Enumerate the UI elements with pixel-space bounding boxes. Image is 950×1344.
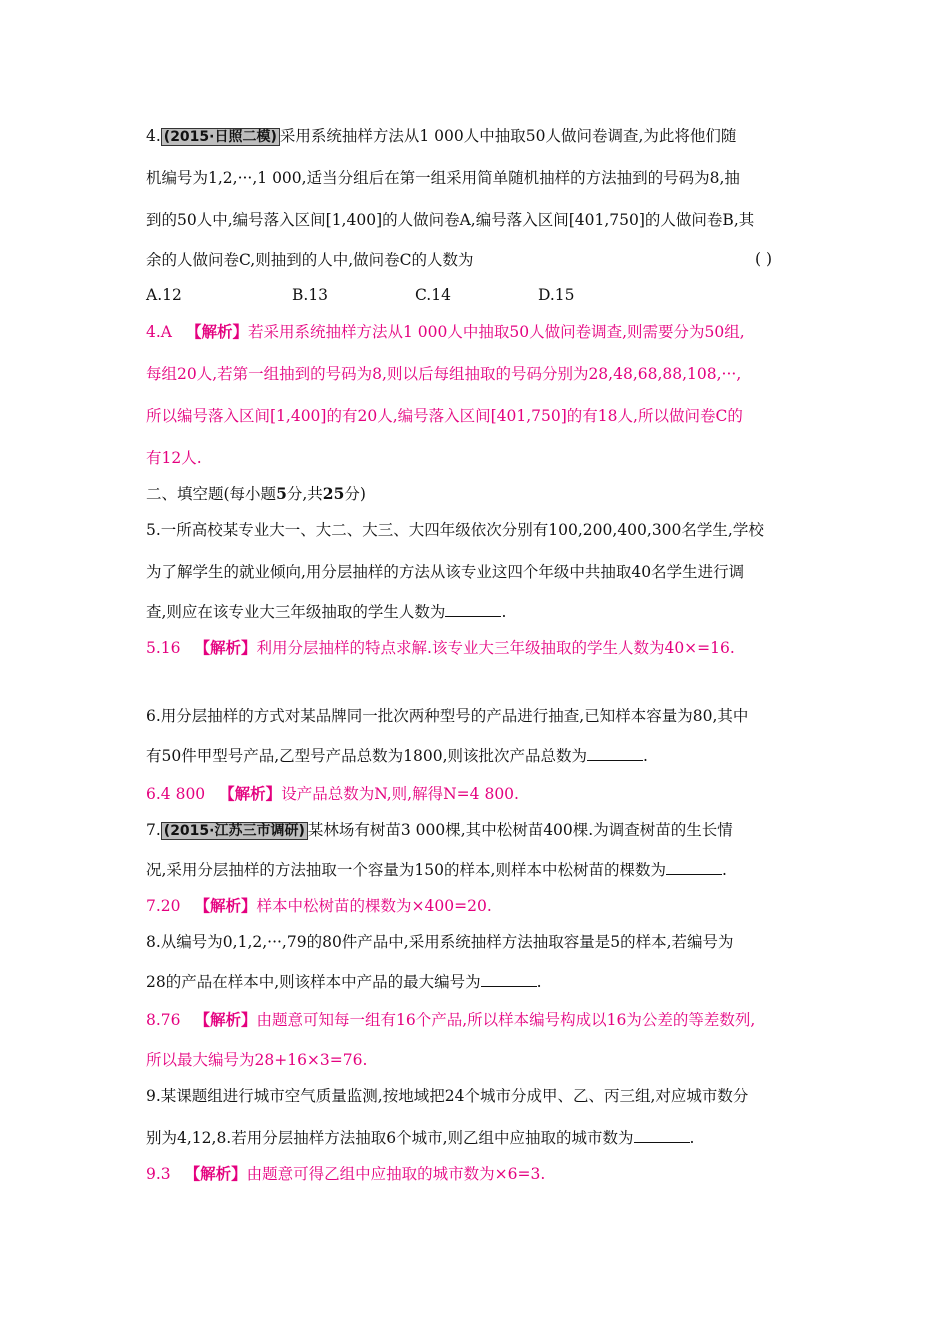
q8-line-1: 8.从编号为0,1,2,···,79的80件产品中,采用系统抽样方法抽取容量是5的样本,若编号为 (146, 933, 734, 951)
a9-line (146, 1164, 545, 1184)
q9-line-2: 别为4,12,8.若用分层抽样方法抽取6个城市,则乙组中应抽取的城市数为 . (146, 1129, 695, 1147)
a6-text: 设产品总数为N,则,解得N=4 800. (281, 785, 519, 803)
q8-line-2: 28的产品在样本中,则该样本中产品的最大编号为 . (146, 973, 542, 991)
q5-answer-blank (445, 602, 501, 617)
q4-number: 4. (146, 127, 161, 145)
q7-number: 7. (146, 821, 161, 839)
q7-line-2: 况,采用分层抽样的方法抽取一个容量为150的样本,则样本中松树苗的棵数为 . (146, 861, 727, 879)
a8-line-2: 所以最大编号为28+16×3=76. (146, 1051, 368, 1069)
q7-line-1 (146, 820, 733, 841)
q4-option-d: D.15 (538, 286, 575, 304)
q4-text-1: 采用系统抽样方法从1 000人中抽取50人做问卷调查,为此将他们随 (279, 127, 737, 145)
a4-head: 4.A (146, 323, 172, 341)
a9-text: 由题意可得乙组中应抽取的城市数为×6=3. (246, 1165, 546, 1183)
q4-line-1 (146, 126, 736, 147)
q6-line-1: 6.用分层抽样的方式对某品牌同一批次两种型号的产品进行抽查,已知样本容量为80,其中 (146, 707, 749, 725)
q7-source-tag: (2015·江苏三市调研) (161, 822, 308, 840)
a6-head: 6.4 800 (146, 785, 206, 803)
a4-line-2: 每组20人,若第一组抽到的号码为8,则以后每组抽取的号码分别为28,48,68,88,108,···, (146, 365, 742, 383)
a9-label: 【解析】 (184, 1164, 247, 1183)
a5-label: 【解析】 (194, 638, 257, 657)
q9-answer-blank (634, 1128, 690, 1143)
a4-label: 【解析】 (185, 322, 248, 341)
q7-text-1: 某林场有树苗3 000棵,其中松树苗400棵.为调查树苗的生长情 (307, 821, 733, 839)
q4-source-tag: (2015·日照二模) (161, 128, 280, 146)
a8-head: 8.76 (146, 1011, 181, 1029)
q9-line-1: 9.某课题组进行城市空气质量监测,按地域把24个城市分成甲、乙、丙三组,对应城市数分 (146, 1087, 749, 1105)
q4-answer-paren: ( ) (755, 250, 773, 268)
q4-line-3: 到的50人中,编号落入区间[1,400]的人做问卷A,编号落入区间[401,750]的人做问卷B,其 (146, 211, 755, 229)
q5-line-1: 5.一所高校某专业大一、大二、大三、大四年级依次分别有100,200,400,300名学生,学校 (146, 521, 764, 539)
a7-head: 7.20 (146, 897, 181, 915)
a7-label: 【解析】 (194, 896, 257, 915)
a8-text-1: 由题意可知每一组有16个产品,所以样本编号构成以16为公差的等差数列, (256, 1011, 756, 1029)
a4-line-3: 所以编号落入区间[1,400]的有20人,编号落入区间[401,750]的有18人,所以做问卷C的 (146, 407, 743, 425)
a4-line-1 (146, 322, 745, 342)
q6-answer-blank (587, 746, 643, 761)
q6-line-2: 有50件甲型号产品,乙型号产品总数为1800,则该批次产品总数为 . (146, 747, 648, 765)
a6-label: 【解析】 (219, 784, 282, 803)
a4-text-1: 若采用系统抽样方法从1 000人中抽取50人做问卷调查,则需要分为50组, (248, 323, 745, 341)
a6-line (146, 784, 519, 804)
a4-line-4: 有12人. (146, 449, 202, 467)
q4-line-2: 机编号为1,2,···,1 000,适当分组后在第一组采用简单随机抽样的方法抽到的号码为8,抽 (146, 169, 740, 187)
a5-head: 5.16 (146, 639, 181, 657)
q4-line-4: 余的人做问卷C,则抽到的人中,做问卷C的人数为 (146, 251, 474, 269)
q5-line-3: 查,则应在该专业大三年级抽取的学生人数为 . (146, 603, 507, 621)
a7-line (146, 896, 492, 916)
a5-line (146, 638, 735, 658)
q5-line-2: 为了解学生的就业倾向,用分层抽样的方法从该专业这四个年级中共抽取40名学生进行调 (146, 563, 745, 581)
section-heading: 二、填空题(每小题5分,共25分) (146, 484, 366, 503)
q7-answer-blank (666, 860, 722, 875)
q4-option-a: A.12 (146, 286, 182, 304)
a8-line-1 (146, 1010, 755, 1030)
a9-head: 9.3 (146, 1165, 171, 1183)
q8-answer-blank (481, 972, 537, 987)
q4-option-b: B.13 (292, 286, 329, 304)
a5-text: 利用分层抽样的特点求解.该专业大三年级抽取的学生人数为40×=16. (256, 639, 735, 657)
a7-text: 样本中松树苗的棵数为×400=20. (256, 897, 492, 915)
q4-option-c: C.14 (415, 286, 451, 304)
a8-label: 【解析】 (194, 1010, 257, 1029)
